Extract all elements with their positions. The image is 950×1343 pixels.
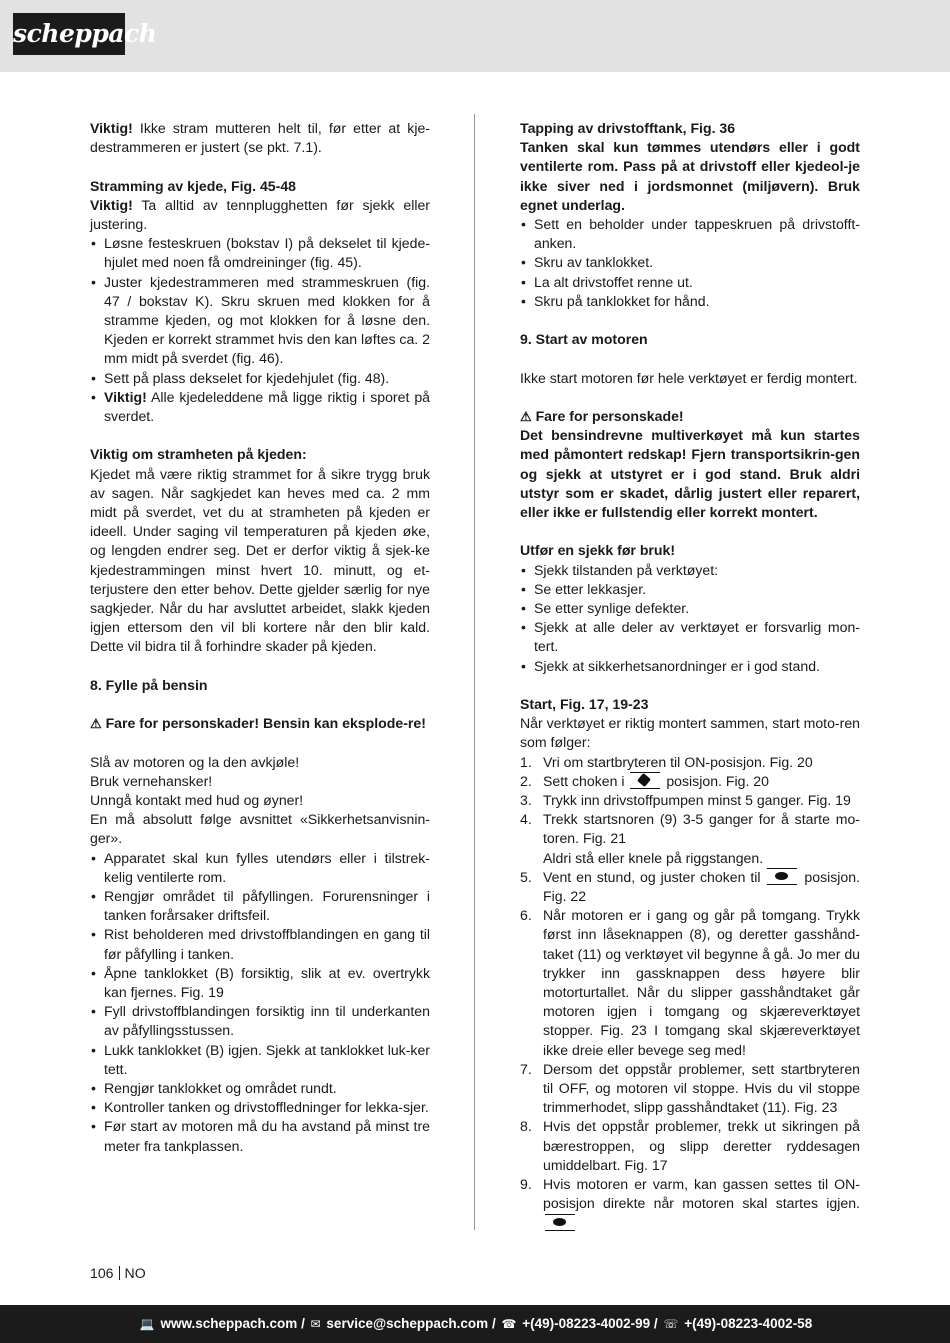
list-item: • Sjekk tilstanden på verktøyet: (520, 561, 860, 580)
list-item: • Apparatet skal kun fylles utendørs eller i tilstrek-kelig ventilerte rom. (90, 849, 430, 887)
fuel-steps-list (90, 849, 430, 1156)
list-item: 5. Vent en stund, og juster choken til posisjon. Fig. 22 (520, 868, 861, 905)
list-item: 4. Trekk startsnoren (9) 3-5 ganger for å starte mo-toren. Fig. 21 Aldri stå eller knele på riggstangen. (520, 811, 860, 866)
footer-phone: +(49)-08223-4002-99 (522, 1316, 651, 1331)
list-item: • Skru på tanklokket for hånd. (520, 292, 860, 311)
list-item: • Før start av motoren må du ha avstand på minst tre meter fra tankplassen. (90, 1117, 430, 1155)
computer-icon: 💻 (139, 1317, 155, 1331)
list-item: • Sett på plass dekselet for kjedehjulet (fig. 48). (90, 369, 430, 388)
warning-icon: ⚠ (520, 409, 532, 424)
list-item: • Se etter lekkasjer. (520, 580, 860, 599)
list-item: • Sjekk at alle deler av verktøyet er forsvarlig mon-tert. (520, 618, 860, 656)
chain-steps-list (90, 234, 430, 426)
warning-icon: ⚠ (90, 716, 102, 732)
list-item: • Rengjør området til påfyllingen. Forurensninger i tanken forårsaker driftsfeil. (90, 887, 430, 925)
footer-fax: +(49)-08223-4002-58 (684, 1316, 813, 1331)
mail-icon: ✉ (310, 1317, 321, 1331)
note-paragraph: Viktig! Ikke stram mutteren helt til, før etter at kje-destrammeren er justert (se pkt. 7.1). (90, 120, 430, 156)
footer-website-link[interactable]: www.scheppach.com (160, 1316, 298, 1331)
fuel-line: Unngå kontakt med hud og øyner! (90, 792, 304, 809)
choke-open-icon (767, 868, 797, 885)
choke-open-icon (545, 1214, 575, 1231)
fax-icon: ☏ (663, 1317, 679, 1331)
list-item: • Rist beholderen med drivstoffblandingen en gang til før påfylling i tanken. (90, 925, 430, 963)
check-steps-list (520, 561, 860, 676)
section-heading-fuel: 8. Fylle på bensin (90, 676, 208, 693)
section-heading-chain: Stramming av kjede, Fig. 45-48 (90, 177, 297, 194)
start-note: Ikke start motoren før hele verktøyet er ferdig montert. (520, 369, 858, 386)
column-divider (474, 114, 475, 1230)
start-intro: Når verktøyet er riktig montert sammen, start moto-ren som følger: (520, 715, 860, 751)
left-column (90, 119, 430, 1156)
section-heading-tension: Viktig om stramheten på kjeden: (90, 446, 307, 463)
choke-closed-icon (630, 772, 660, 789)
list-item: • Sett en beholder under tappeskruen på drivstofft-anken. (520, 215, 860, 253)
list-item: • Åpne tanklokket (B) forsiktig, slik at ev. overtrykk kan fjernes. Fig. 19 (90, 964, 430, 1002)
list-item: 8. Hvis det oppstår problemer, trekk ut sikringen på bærestroppen, og slipp deretter ryddesagen umiddelbart. Fig. 17 (520, 1118, 860, 1173)
list-item: • Viktig! Alle kjedeleddene må ligge riktig i sporet på sverdet. (90, 388, 430, 426)
fuel-line: Slå av motoren og la den avkjøle! (90, 753, 300, 770)
list-item: • Kontroller tanken og drivstoffledninger for lekka-sjer. (90, 1098, 430, 1117)
step-note: Aldri stå eller knele på riggstangen. (543, 849, 764, 866)
note-paragraph: Viktig! Ta alltid av tennplugghetten før sjekk eller justering. (90, 196, 430, 232)
section-heading-check: Utfør en sjekk før bruk! (520, 542, 676, 559)
start-steps-list (520, 753, 860, 1233)
footer-bar: 💻 www.scheppach.com / ✉ service@scheppach.com / ☎ +(49)-08223-4002-99 / ☏ +(49)-08223-4002-58 (0, 1305, 950, 1343)
drain-warning: Tanken skal kun tømmes utendørs eller i godt ventilerte rom. Pass på at drivstoff eller kjedeol-je ikke siver ned i jordsmonnet (miljøvern). Bruk egnet underlag. (520, 139, 860, 213)
list-item: 6. Når motoren er i gang og går på tomgang. Trykk først inn låseknappen (8), og deretter gasshånd-taket (11) og verktøyet vil begynne å gå. Jo mer du trykker inn gassknappen dess høyere blir motorturtallet. Når du slipper gasshåndtaket går motoren igjen i tomgang og skjæreverktøyet stopper. Fig. 23 I tomgang skal skjæreverktøyet ikke dreie eller bevege seg med! (520, 907, 861, 1058)
page-number: 106 NO (90, 1265, 146, 1281)
list-item: • Juster kjedestrammeren med strammeskruen (fig. 47 / bokstav K). Skru skruen med klokken for å stramme kjeden, og mot klokken for å løsne den. Kjeden er korrekt strammet hvis den kan løftes ca. 2 mm midt på sverdet (fig. 46). (90, 273, 430, 369)
start-warning: Det bensindrevne multiverkøyet må kun startes med påmontert redskap! Fjern transportsikrin-gen og sjekk at utstyret er i god stand. Bruk aldri utstyr som er skadet, dårlig justert eller reparert, eller ikke er fullstendig eller korrekt montert. (520, 427, 860, 521)
tension-paragraph: Kjedet må være riktig strammet for å sikre trygg bruk av sagen. Når sagkjedet kan heves med ca. 2 mm midt på sverdet, vet du at stramheten på kjeden er ideell. Under saging vil temperaturen på kjeden øke, og lengden endrer seg. Det er derfor viktig å sjek-ke kjedestrammingen minst hvert 10. minutt, og et-terjustere den etter behov. Dette gjelder særlig for nye sagkjeder. Når du har avsluttet arbeidet, slakk kjeden igjen ettersom den vil bli kortere når den blir kald. Dette vil bidra til å forhindre skader på kjeden. (90, 465, 430, 655)
list-item: • Rengjør tanklokket og området rundt. (90, 1079, 430, 1098)
list-item: • Se etter synlige defekter. (520, 599, 860, 618)
drain-steps-list (520, 215, 860, 311)
section-heading-start: 9. Start av motoren (520, 331, 648, 348)
phone-icon: ☎ (501, 1317, 517, 1331)
list-item: • Løsne festeskruen (bokstav I) på dekselet til kjede-hjulet med noen få omdreininger (fig. 45). (90, 234, 430, 272)
header-bar (0, 0, 950, 72)
list-item: • Sjekk at sikkerhetsanordninger er i god stand. (520, 657, 860, 676)
list-item: 9. Hvis motoren er varm, kan gassen settes til ON-posisjon direkte når motoren skal startes igjen. (520, 1175, 860, 1233)
section-heading-drain: Tapping av drivstofftank, Fig. 36 (520, 120, 736, 136)
section-heading-startfig: Start, Fig. 17, 19-23 (520, 696, 649, 713)
footer-email-link[interactable]: service@scheppach.com (326, 1316, 489, 1331)
list-item: • Skru av tanklokket. (520, 253, 860, 272)
fuel-line: En må absolutt følge avsnittet «Sikkerhetsanvisnin-ger». (90, 811, 430, 847)
right-column (520, 119, 860, 1233)
fuel-warning: ⚠ Fare for personskader! Bensin kan eksplode-re! (90, 715, 426, 732)
list-item: • Lukk tanklokket (B) igjen. Sjekk at tanklokket luk-ker tett. (90, 1041, 430, 1079)
list-item: 1. Vri om startbryteren til ON-posisjon. Fig. 20 (520, 753, 813, 770)
start-warning-title: ⚠ Fare for personskade! (520, 408, 684, 424)
list-item: 2. Sett choken i posisjon. Fig. 20 (520, 772, 769, 789)
list-item: 7. Dersom det oppstår problemer, sett startbryteren til OFF, og motoren vil stoppe. Hvis du vil stoppe trimmerhodet, slipp gasshåndtaket (11). Fig. 23 (520, 1060, 860, 1116)
list-item: • Fyll drivstoffblandingen forsiktig inn til underkanten av påfyllingsstussen. (90, 1002, 430, 1040)
fuel-line: Bruk vernehansker! (90, 772, 213, 789)
list-item: • La alt drivstoffet renne ut. (520, 273, 860, 292)
brand-logo: scheppach (13, 13, 125, 55)
list-item: 3. Trykk inn drivstoffpumpen minst 5 ganger. Fig. 19 (520, 792, 851, 809)
